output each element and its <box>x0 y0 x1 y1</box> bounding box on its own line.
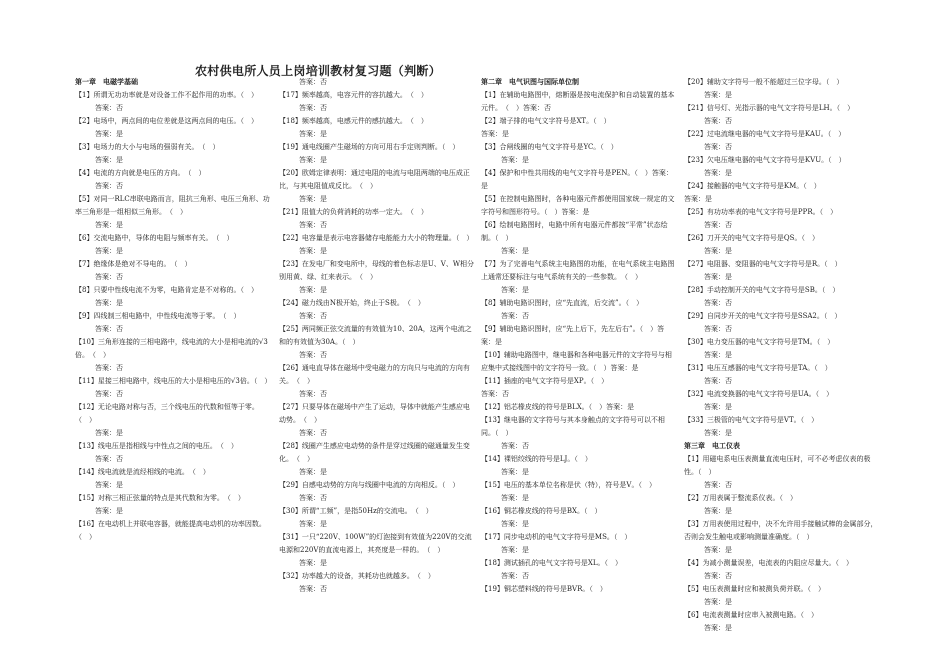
answer-line: 答案：是 <box>704 169 732 177</box>
question-item: 【19】通电线圈产生磁场的方向可用右手定则判断。（ ） <box>279 143 460 151</box>
question-item: 【21】阻值大的负荷消耗的功率一定大。 （ ） <box>279 208 428 216</box>
answer-line: 答案：否 <box>95 182 123 190</box>
question-item: 【1】用磁电系电压表测量直流电压时，可不必考虑仪表的极性。（ ） <box>684 455 871 476</box>
question-item: 【30】所谓“工频”，是指50Hz的交流电。 （ ） <box>279 507 433 515</box>
question-item: 【15】电压的基本单位名称是伏（特），符号是V。（ ） <box>481 481 656 489</box>
answer-line: 答案：是 <box>704 91 732 99</box>
question-item: 【16】铜芯橡皮线的符号是BX。（ ） <box>481 507 602 515</box>
answer-line: 答案：是 <box>704 507 732 515</box>
answer-line: 答案：否 <box>501 442 529 450</box>
question-item: 【20】辅助文字符号一般不能超过三位字母。（ ） <box>684 78 844 86</box>
answer-line: 答案：否 <box>481 390 509 398</box>
question-item: 【18】频率越高，电感元件的感抗越大。 （ ） <box>279 117 428 125</box>
question-item: 【28】手动控制开关的电气文字符号是SB。（ ） <box>684 286 840 294</box>
question-item: 【8】辅助电路识图时，应“先直流，后交流”。（ ） <box>481 299 644 307</box>
question-item: 【12】铝芯橡皮线的符号是BLX。（ ）答案：是 <box>481 403 635 411</box>
answer-line: 答案：是 <box>95 299 123 307</box>
question-item: 【32】电流变换器的电气文字符号是UA。（ ） <box>684 390 834 398</box>
question-item: 【32】功率越大的设备，其耗功也就越多。 （ ） <box>279 572 435 580</box>
answer-line: 答案：否 <box>299 351 327 359</box>
question-item: 【33】三极管的电气文字符号是VT。（ ） <box>684 416 819 424</box>
chapter-heading: 第三章 电工仪表 <box>684 442 740 450</box>
question-item: 【25】有功功率表的电气文字符号是PPR。（ ） <box>684 208 838 216</box>
answer-line: 答案：否 <box>299 429 327 437</box>
question-item: 【3】电场力的大小与电场的强弱有关。 （ ） <box>75 143 220 151</box>
question-item: 【29】自同步开关的电气文字符号是SSA2。（ ） <box>684 312 842 320</box>
question-item: 【6】电流表测量时应串入被测电路。（ ） <box>684 611 818 619</box>
column-3 <box>481 76 677 596</box>
page-title: 农村供电所人员上岗培训教材复习题（判断） <box>195 64 442 78</box>
question-item: 【8】只要中性线电流不为零，电路肯定是不对称的。（ ） <box>75 286 258 294</box>
question-item: 【22】过电流继电器的电气文字符号是KAU。（ ） <box>684 130 846 138</box>
question-item: 【28】线圈产生感应电动势的条件是穿过线圈的磁通量发生变化。 （ ） <box>279 442 470 463</box>
column-2 <box>279 76 475 596</box>
answer-line: 答案：是 <box>501 247 529 255</box>
answer-line: 答案：否 <box>95 390 123 398</box>
answer-line: 答案：是 <box>704 351 732 359</box>
answer-line: 答案：是 <box>684 195 712 203</box>
answer-line: 答案：是 <box>299 156 327 164</box>
question-item: 【25】两同频正弦交流量的有效值为10、20A，这两个电流之和的有效值为30A。（ ） <box>279 325 472 346</box>
question-item: 【26】通电直导体在磁场中受电磁力的方向只与电流的方向有关。 （ ） <box>279 364 470 385</box>
answer-line: 答案：否 <box>95 455 123 463</box>
question-item: 【19】铜芯塑料线的符号是BVR。（ ） <box>481 585 607 593</box>
question-item: 【1】在辅助电路图中，熔断器是按电流保护和自动装置的基本元件。 （ ）答案：否 <box>481 91 675 112</box>
question-item: 【29】自感电动势的方向与线圈中电流的方向相反。（ ） <box>279 481 460 489</box>
question-item: 【21】信号灯、光指示器的电气文字符号是LH。（ ） <box>684 104 855 112</box>
answer-line: 答案：是 <box>299 195 327 203</box>
answer-line: 答案：否 <box>501 572 529 580</box>
answer-line: 答案：否 <box>299 221 327 229</box>
answer-line: 答案：是 <box>704 273 732 281</box>
question-item: 【2】万用表属于整流系仪表。（ ） <box>684 494 797 502</box>
answer-line: 答案：是 <box>299 247 327 255</box>
question-item: 【7】绝缘体是绝对不导电的。 （ ） <box>75 260 192 268</box>
question-item: 【10】辅助电路图中，继电器和各种电器元件的文字符号与相应集中式接线图中的文字符号一致。（ ）答案：是 <box>481 351 672 372</box>
answer-line: 答案：否 <box>299 312 327 320</box>
chapter-heading: 第一章 电磁学基础 <box>75 78 138 86</box>
question-item: 【3】合闸线圈的电气文字符号是YC。（ ） <box>481 143 618 151</box>
question-item: 【18】测试插孔的电气文字符号是XL。（ ） <box>481 559 623 567</box>
answer-line: 答案：是 <box>704 624 732 632</box>
answer-line: 答案：否 <box>704 481 732 489</box>
question-item: 【16】在电动机上并联电容器，就能提高电动机的功率因数。 （ ） <box>75 520 270 541</box>
answer-line: 答案：是 <box>481 130 509 138</box>
question-item: 【6】交流电路中，导体的电阻与频率有关。 （ ） <box>75 234 234 242</box>
answer-line: 答案：是 <box>95 507 123 515</box>
answer-line: 答案：否 <box>704 221 732 229</box>
question-item: 【13】线电压是指相线与中性点之间的电压。 （ ） <box>75 442 238 450</box>
question-item: 【11】插座的电气文字符号是XP。（ ） <box>481 377 609 385</box>
answer-line: 答案：是 <box>95 481 123 489</box>
question-item: 【4】为减小测量误差，电流表的内阻应尽量大。（ ） <box>684 559 853 567</box>
answer-line: 答案：是 <box>95 156 123 164</box>
question-item: 【27】电阻器、变阻器的电气文字符号是R。（ ） <box>684 260 842 268</box>
answer-line: 答案：否 <box>95 104 123 112</box>
answer-line: 答案：否 <box>299 78 327 86</box>
answer-line: 答案：否 <box>704 377 732 385</box>
question-item: 【24】磁力线由N极开始，终止于S极。 （ ） <box>279 299 425 307</box>
question-item: 【4】电流的方向就是电压的方向。 （ ） <box>75 169 206 177</box>
question-item: 【2】端子排的电气文字符号是XT。（ ） <box>481 117 611 125</box>
question-item: 【26】刀开关的电气文字符号是QS。（ ） <box>684 234 819 242</box>
question-item: 【30】电力变压器的电气文字符号是TM。（ ） <box>684 338 835 346</box>
question-item: 【31】一只“220V、100W”的灯泡接到有效值为220V的交流电源和220V的直流电源上，其亮度是一样的。 （ ） <box>279 533 472 554</box>
answer-line: 答案：是 <box>501 520 529 528</box>
question-item: 【10】三角形连接的三相电路中，线电流的大小是相电流的√3倍。 （ ） <box>75 338 268 359</box>
question-item: 【17】频率越高，电容元件的容抗越大。 （ ） <box>279 91 428 99</box>
column-4 <box>684 76 880 635</box>
question-item: 【15】对称三相正弦量的特点是其代数和为零。 （ ） <box>75 494 245 502</box>
answer-line: 答案：是 <box>704 403 732 411</box>
question-item: 【24】接触器的电气文字符号是KM。（ ） <box>684 182 821 190</box>
answer-line: 答案：是 <box>95 130 123 138</box>
answer-line: 答案：是 <box>501 468 529 476</box>
answer-line: 答案：是 <box>704 247 732 255</box>
answer-line: 答案：是 <box>299 468 327 476</box>
answer-line: 答案：是 <box>704 598 732 606</box>
answer-line: 答案：是 <box>704 429 732 437</box>
question-item: 【9】辅助电路识图时，应“先上后下，先左后右”。（ ）答案：是 <box>481 325 665 346</box>
question-item: 【2】电场中，两点间的电位差就是这两点间的电压。（ ） <box>75 117 258 125</box>
answer-line: 答案：否 <box>95 325 123 333</box>
answer-line: 答案：是 <box>299 130 327 138</box>
answer-line: 答案：是 <box>501 546 529 554</box>
answer-line: 答案：是 <box>95 221 123 229</box>
question-item: 【5】在控制电路图时，各种电器元件都使用国家统一规定的文字符号和图形符号。（ ）答案：是 <box>481 195 675 216</box>
question-item: 【11】星接三相电路中，线电压的大小是相电压的√3倍。（ ） <box>75 377 272 385</box>
answer-line: 答案：是 <box>95 429 123 437</box>
answer-line: 答案：否 <box>299 390 327 398</box>
question-item: 【23】在发电厂和变电所中，母线的着色标志是U、V、W相分别用黄、绿、红来表示。 （ ） <box>279 260 475 281</box>
question-item: 【9】四线制三相电路中，中性线电流等于零。 （ ） <box>75 312 241 320</box>
question-item: 【13】继电器的文字符号与其本身触点的文字符号可以不相同。（ ） <box>481 416 665 437</box>
chapter-heading: 第二章 电气识图与国际单位制 <box>481 78 579 86</box>
answer-line: 答案：是 <box>95 247 123 255</box>
answer-line: 答案：否 <box>299 585 327 593</box>
answer-line: 答案：否 <box>95 273 123 281</box>
answer-line: 答案：否 <box>704 117 732 125</box>
question-item: 【17】同步电动机的电气文字符号是MS。（ ） <box>481 533 632 541</box>
question-item: 【5】对同一RLC串联电路而言，阻抗三角形、电压三角形、功率三角形是一组相似三角形。 （ ） <box>75 195 270 216</box>
answer-line: 答案：否 <box>299 494 327 502</box>
question-item: 【14】裸铝绞线的符号是LJ。（ ） <box>481 455 592 463</box>
question-item: 【4】保护和中性共用线的电气文字符号是PEN。（ ）答案：是 <box>481 169 673 190</box>
answer-line: 答案：是 <box>299 559 327 567</box>
question-item: 【7】为了完善电气系统主电路图的功能，在电气系统主电路图上通常还要标注与电气系统有关的一些参数。 （ ） <box>481 260 675 281</box>
question-item: 【1】所谓无功功率就是对设备工作不起作用的功率。（ ） <box>75 91 258 99</box>
column-1 <box>75 76 271 544</box>
question-item: 【23】欠电压继电器的电气文字符号是KVU。（ ） <box>684 156 846 164</box>
question-item: 【12】无论电路对称与否，三个线电压的代数和恒等于零。（ ） <box>75 403 259 424</box>
answer-line: 答案：是 <box>501 494 529 502</box>
answer-line: 答案：否 <box>704 299 732 307</box>
answer-line: 答案：否 <box>299 104 327 112</box>
answer-line: 答案：是 <box>299 286 327 294</box>
question-item: 【31】电压互感器的电气文字符号是TA。（ ） <box>684 364 832 372</box>
question-item: 【27】只要导体在磁场中产生了运动，导体中就能产生感应电动势。 （ ） <box>279 403 470 424</box>
question-item: 【6】绘制电路图时，电路中所有电器元件都按“平常”状态绘制。（ ） <box>481 221 668 242</box>
answer-line: 答案：否 <box>95 364 123 372</box>
answer-line: 答案：否 <box>704 572 732 580</box>
answer-line: 答案：否 <box>704 325 732 333</box>
question-item: 【3】万用表使用过程中，决不允许用手接触试棒的金属部分，否则会发生触电或影响测量准确度。（ ） <box>684 520 878 541</box>
answer-line: 答案：否 <box>704 143 732 151</box>
answer-line: 答案：是 <box>501 286 529 294</box>
answer-line: 答案：否 <box>501 312 529 320</box>
question-item: 【14】线电流就是流经相线的电流。 （ ） <box>75 468 210 476</box>
question-item: 【22】电容量是表示电容器储存电能能力大小的物理量。（ ） <box>279 234 474 242</box>
answer-line: 答案：是 <box>299 520 327 528</box>
question-item: 【5】电压表测量时应和被测负荷并联。（ ） <box>684 585 825 593</box>
answer-line: 答案：是 <box>501 156 529 164</box>
question-item: 【20】欧姆定律表明：通过电阻的电流与电阻两端的电压成正比，与其电阻值成反比。 （ ） <box>279 169 470 190</box>
answer-line: 答案：是 <box>704 546 732 554</box>
